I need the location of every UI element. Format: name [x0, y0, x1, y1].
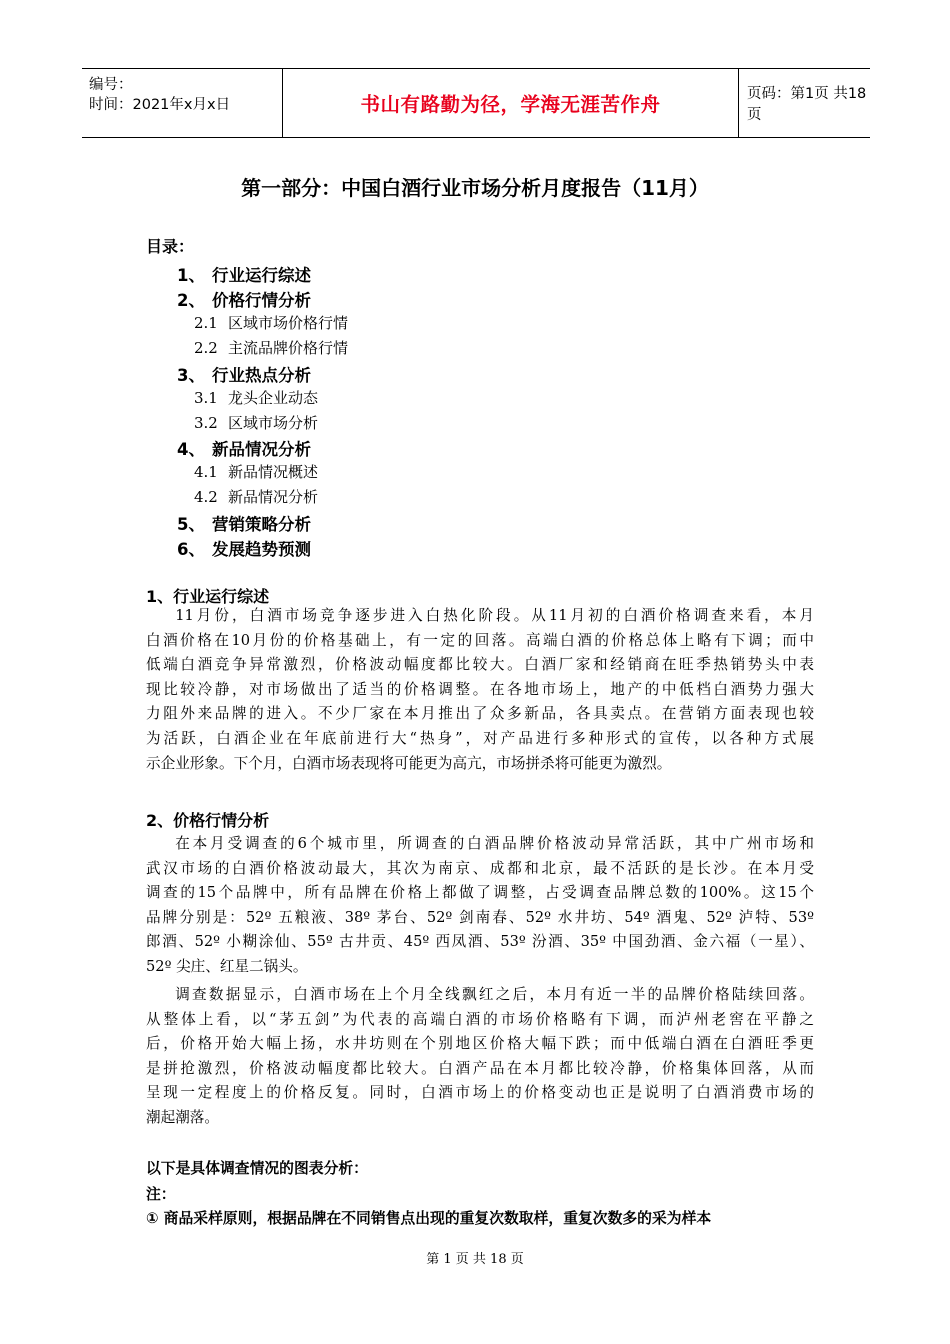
toc-item: [177, 287, 311, 311]
paragraph-line: 品牌分别是：52º 五粮液、38º 茅台、52º 剑南春、52º 水井坊、54º 酒鬼、52º 泸特、53º: [146, 908, 814, 926]
page-footer: 第 1 页 共 18 页: [426, 1252, 524, 1267]
paragraph-line: 调查的15个品牌中，所有品牌在价格上都做了调整，占受调查品牌总数的100%。这15个: [146, 884, 814, 902]
toc-item-number: 3、: [177, 366, 205, 385]
paragraph-line: 武汉市场的白酒价格波动最大，其次为南京、成都和北京，最不活跃的是长沙。在本月受: [146, 859, 814, 877]
toc-item-label: 区域市场分析: [228, 414, 319, 432]
paragraph-line: 在本月受调查的6个城市里，所调查的白酒品牌价格波动异常活跃，其中广州市场和: [175, 835, 814, 852]
toc-item-number: 3.2: [194, 414, 218, 432]
toc-item-number: 4.2: [194, 488, 218, 506]
toc-item: [194, 387, 318, 408]
toc-item-number: 1、: [177, 266, 205, 285]
section-1-heading: 1、行业运行综述: [146, 587, 270, 606]
toc-item-label: 行业运行综述: [212, 266, 311, 285]
toc-item-label: 新品情况分析: [212, 440, 311, 459]
section-2-heading: 2、价格行情分析: [146, 811, 270, 830]
note-item-1: ① 商品采样原则，根据品牌在不同销售点出现的重复次数取样，重复次数多的采为样本: [146, 1210, 712, 1227]
toc-item-label: 行业热点分析: [212, 366, 311, 385]
paragraph-line: 是拼抢激烈，价格波动幅度都比较大。白酒产品在本月都比较冷静，价格集体回落，从而: [146, 1059, 814, 1077]
paragraph-line: 低端白酒竞争异常激烈，价格波动幅度都比较大。白酒厂家和经销商在旺季热销势头中表: [146, 656, 814, 674]
toc-item-label: 营销策略分析: [212, 515, 311, 534]
toc-item-label: 新品情况概述: [228, 463, 319, 481]
paragraph-line: 11月份，白酒市场竞争逐步进入白热化阶段。从11月初的白酒价格调查来看，本月: [175, 607, 814, 624]
chart-intro: 以下是具体调查情况的图表分析：: [146, 1160, 368, 1177]
toc-item-number: 3.1: [194, 389, 218, 407]
doc-date: 时间：2021年x月x日: [89, 97, 231, 113]
paragraph-line: 从整体上看，以“茅五剑”为代表的高端白酒的市场价格略有下调，而泸州老窖在平静之: [146, 1010, 814, 1028]
toc-label: 目录：: [146, 237, 195, 256]
toc-item: [194, 312, 348, 333]
toc-item-number: 4.1: [194, 463, 218, 481]
paragraph-line: 示企业形象。下个月，白酒市场表现将可能更为高亢，市场拼杀将可能更为激烈。: [146, 754, 672, 772]
section-1-paragraph: [146, 604, 814, 776]
toc-item-number: 2.2: [194, 339, 218, 357]
paragraph-line: 后，价格开始大幅上扬，水井坊则在个别地区价格大幅下跌；而中低端白酒在白酒旺季更: [146, 1035, 814, 1053]
toc-item-label: 发展趋势预测: [212, 540, 311, 559]
paragraph-line: 52º 尖庄、红星二锅头。: [146, 957, 308, 975]
toc-item-number: 2、: [177, 291, 205, 310]
toc-item: [177, 262, 311, 286]
header-meta: [82, 69, 282, 137]
toc-item: [177, 511, 311, 535]
toc-item: [194, 412, 318, 433]
toc-item-number: 5、: [177, 515, 205, 534]
motto-text: 书山有路勤为径，学海无涯苦作舟: [360, 93, 661, 116]
paragraph-line: 现比较冷静，对市场做出了适当的价格调整。在各地市场上，地产的中低档白酒势力强大: [146, 680, 814, 698]
toc-item-label: 主流品牌价格行情: [228, 339, 349, 357]
page-title: 第一部分：中国白酒行业市场分析月度报告（11月）: [241, 176, 709, 200]
paragraph-line: 力阻外来品牌的进入。不少厂家在本月推出了众多新品，各具卖点。在营销方面表现也较: [146, 705, 814, 723]
toc-item-label: 新品情况分析: [228, 488, 319, 506]
paragraph-line: 郎酒、52º 小糊涂仙、55º 古井贡、45º 西凤酒、53º 汾酒、35º 中国劲酒、金六福（一星）、: [146, 933, 814, 951]
toc-item-number: 4、: [177, 440, 205, 459]
doc-number-label: 编号：: [89, 77, 133, 93]
paragraph-line: 白酒价格在10月份的价格基础上，有一定的回落。高端白酒的价格总体上略有下调；而中: [146, 631, 814, 649]
paragraph-line: 调查数据显示，白酒市场在上个月全线飘红之后，本月有近一半的品牌价格陆续回落。: [175, 986, 814, 1003]
toc-item: [177, 536, 311, 560]
toc-item: [194, 461, 318, 482]
toc-item: [177, 436, 311, 460]
toc-item-number: 6、: [177, 540, 205, 559]
toc-item: [194, 486, 318, 507]
toc-item-label: 龙头企业动态: [228, 389, 319, 407]
paragraph-line: 呈现一定程度上的价格反复。同时，白酒市场上的价格变动也正是说明了白酒消费市场的: [146, 1084, 814, 1102]
toc-item: [194, 337, 348, 358]
header-page-info: 页码：第1页 共18页: [747, 86, 867, 123]
section-2-paragraph-1: [146, 832, 814, 980]
paragraph-line: 为活跃，白酒企业在年底前进行大“热身”，对产品进行多种形式的宣传，以各种方式展: [146, 729, 814, 747]
paragraph-line: 潮起潮落。: [146, 1108, 219, 1126]
header-motto: [282, 69, 739, 137]
toc-item-label: 价格行情分析: [212, 291, 311, 310]
page-header: [82, 68, 870, 138]
toc-item: [177, 362, 311, 386]
toc-item-number: 2.1: [194, 314, 218, 332]
toc-item-label: 区域市场价格行情: [228, 314, 349, 332]
note-label: 注：: [146, 1186, 176, 1203]
section-2-paragraph-2: [146, 983, 814, 1131]
